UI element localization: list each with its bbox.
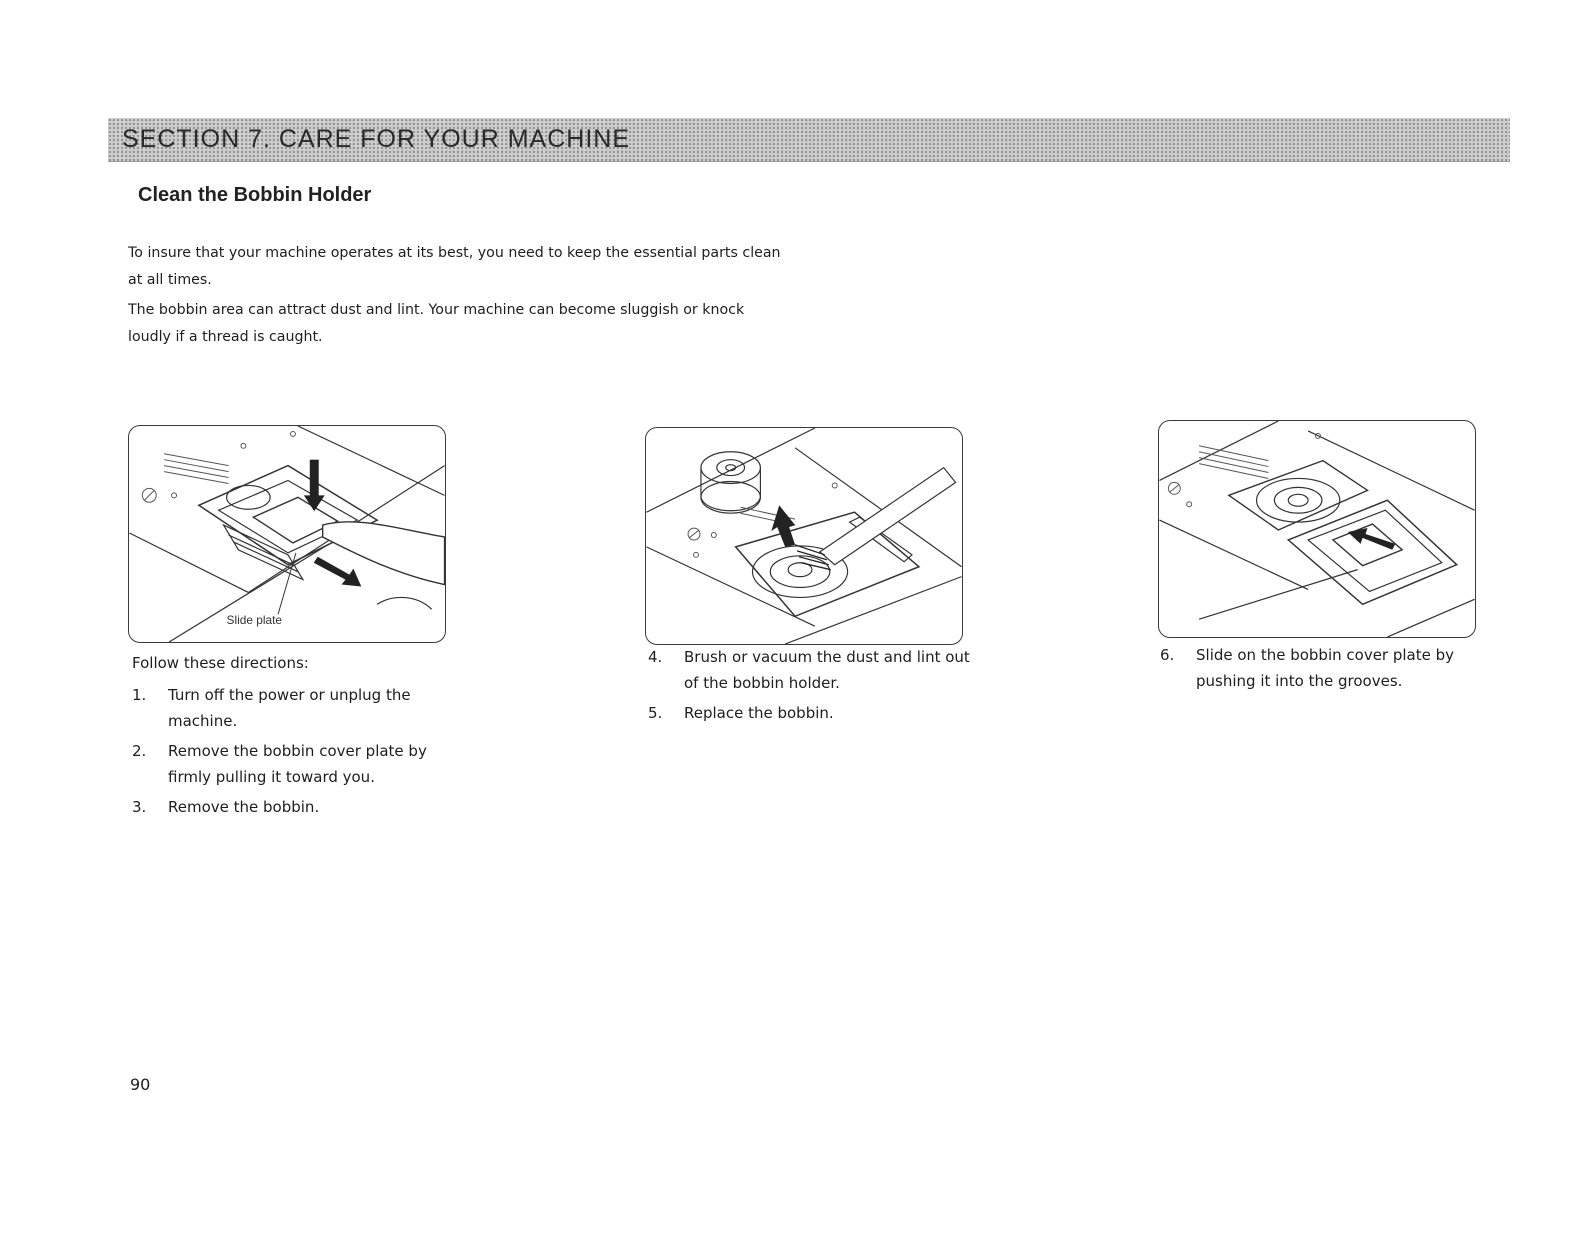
figure-brush-bobbin-holder [645,427,963,645]
remove-cover-plate-illustration [129,426,445,642]
directions-lead: Follow these directions: [132,654,309,672]
intro-paragraph-2: The bobbin area can attract dust and lint. Your machine can become sluggish or knock loudly if a thread is caught. [128,302,745,345]
page-number: 90 [130,1075,151,1094]
step-3 [132,794,472,820]
slide-on-cover-plate-illustration [1159,421,1475,637]
step-number: 5. [648,704,663,722]
page-heading: Clean the Bobbin Holder [138,184,372,206]
step-4 [648,644,988,696]
step-text: Slide on the bobbin cover plate by pushing it into the grooves. [1196,646,1455,690]
step-2 [132,738,472,790]
step-number: 3. [132,798,147,816]
directions-column-2 [648,644,988,730]
step-text: Turn off the power or unplug the machine. [168,686,411,730]
intro-text [128,240,788,354]
directions-column-3 [1160,642,1480,698]
intro-paragraph-1: To insure that your machine operates at its best, you need to keep the essential parts clean at all times. [128,245,781,288]
step-text: Remove the bobbin. [168,798,320,816]
figure-remove-cover-plate [128,425,446,643]
step-text: Brush or vacuum the dust and lint out of the bobbin holder. [684,648,970,692]
step-text: Replace the bobbin. [684,704,834,722]
step-1 [132,682,472,734]
brush-bobbin-holder-illustration [646,428,962,644]
step-number: 4. [648,648,663,666]
step-5 [648,700,988,726]
step-text: Remove the bobbin cover plate by firmly pulling it toward you. [168,742,427,786]
slide-plate-label: Slide plate [226,613,283,628]
step-number: 2. [132,742,147,760]
step-number: 6. [1160,646,1175,664]
step-6 [1160,642,1480,694]
step-number: 1. [132,686,147,704]
section-header-bar [108,118,1510,162]
directions-column-1 [132,650,472,824]
section-title: SECTION 7. CARE FOR YOUR MACHINE [122,125,630,153]
figure-slide-on-cover-plate [1158,420,1476,638]
